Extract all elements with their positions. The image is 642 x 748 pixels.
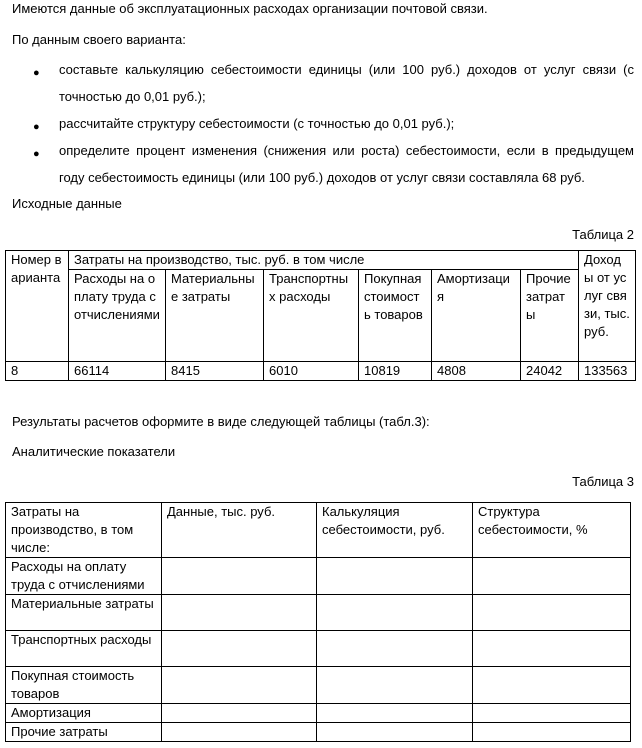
header-costs: Затраты на производство, тыс. руб. в том числе: [69, 251, 579, 270]
table-cell: [162, 723, 317, 742]
cell-other: 24042: [521, 362, 579, 381]
cell-transport: 6010: [264, 362, 359, 381]
row-label-materials: Материальные затраты: [6, 595, 162, 631]
task-item-3: определите процент изменения (снижения или роста) себестоимости, если в предыдущем году себестоимость единицы (или 100 руб.) доходов от услуг связи составляла 68 руб.: [59, 143, 634, 185]
analytics-table: [5, 502, 631, 742]
results-line: Результаты расчетов оформите в виде следующей таблицы (табл.3):: [12, 414, 430, 429]
table-cell: [473, 631, 631, 667]
cell-income: 133563: [579, 362, 636, 381]
table2-caption: Таблица 2: [572, 227, 634, 242]
bullet-icon: ●: [33, 67, 40, 79]
variant-line: По данным своего варианта:: [12, 32, 186, 47]
intro-text: Имеются данные об эксплуатационных расходах организации почтовой связи.: [12, 1, 488, 16]
row-label-labor: Расходы на оплату труда с отчислениями: [6, 558, 162, 595]
table-cell: [473, 723, 631, 742]
subheader-goods: Покупная стоимость товаров: [359, 270, 432, 362]
table3-caption: Таблица 3: [572, 474, 634, 489]
table-cell: [162, 667, 317, 704]
bullet-icon: ●: [33, 121, 40, 133]
cell-labor: 66114: [69, 362, 166, 381]
task-item-2: рассчитайте структуру себестоимости (с точностью до 0,01 руб.);: [59, 116, 455, 131]
table-cell: [317, 631, 473, 667]
subheader-labor: Расходы на оплату труда с отчислениями: [69, 270, 166, 362]
row-label-other: Прочие затраты: [6, 723, 162, 742]
header-calculation: Калькуляция себестоимости, руб.: [317, 503, 473, 558]
table-cell: [162, 595, 317, 631]
table-cell: [473, 667, 631, 704]
bullet-icon: ●: [33, 148, 40, 160]
table-cell: [162, 704, 317, 723]
source-label: Исходные данные: [12, 196, 122, 211]
row-label-goods: Покупная стоимость товаров: [6, 667, 162, 704]
header-costs: Затраты на производство, в том числе:: [6, 503, 162, 558]
cell-variant: 8: [6, 362, 69, 381]
table-cell: [473, 704, 631, 723]
row-label-transport: Транспортных расходы: [6, 631, 162, 667]
table-cell: [473, 558, 631, 595]
table-cell: [162, 558, 317, 595]
row-label-depreciation: Амортизация: [6, 704, 162, 723]
table-cell: [162, 631, 317, 667]
cell-materials: 8415: [166, 362, 264, 381]
header-data: Данные, тыс. руб.: [162, 503, 317, 558]
header-income: Доходы от услуг связи, тыс. руб.: [579, 251, 636, 362]
table-cell: [317, 667, 473, 704]
table-cell: [473, 595, 631, 631]
table-cell: [317, 723, 473, 742]
source-data-table: [5, 250, 636, 381]
analytics-label: Аналитические показатели: [12, 444, 176, 459]
header-variant: Номер варианта: [6, 251, 69, 362]
header-structure: Структура себестоимости, %: [473, 503, 631, 558]
table-cell: [317, 595, 473, 631]
subheader-materials: Материальные затраты: [166, 270, 264, 362]
subheader-transport: Транспортных расходы: [264, 270, 359, 362]
subheader-depreciation: Амортизация: [432, 270, 521, 362]
cell-depreciation: 4808: [432, 362, 521, 381]
subheader-other: Прочие затраты: [521, 270, 579, 362]
task-item-1: составьте калькуляцию себестоимости единицы (или 100 руб.) доходов от услуг связи (с точностью до 0,01 руб.);: [59, 62, 634, 104]
cell-goods: 10819: [359, 362, 432, 381]
table-cell: [317, 558, 473, 595]
table-cell: [317, 704, 473, 723]
